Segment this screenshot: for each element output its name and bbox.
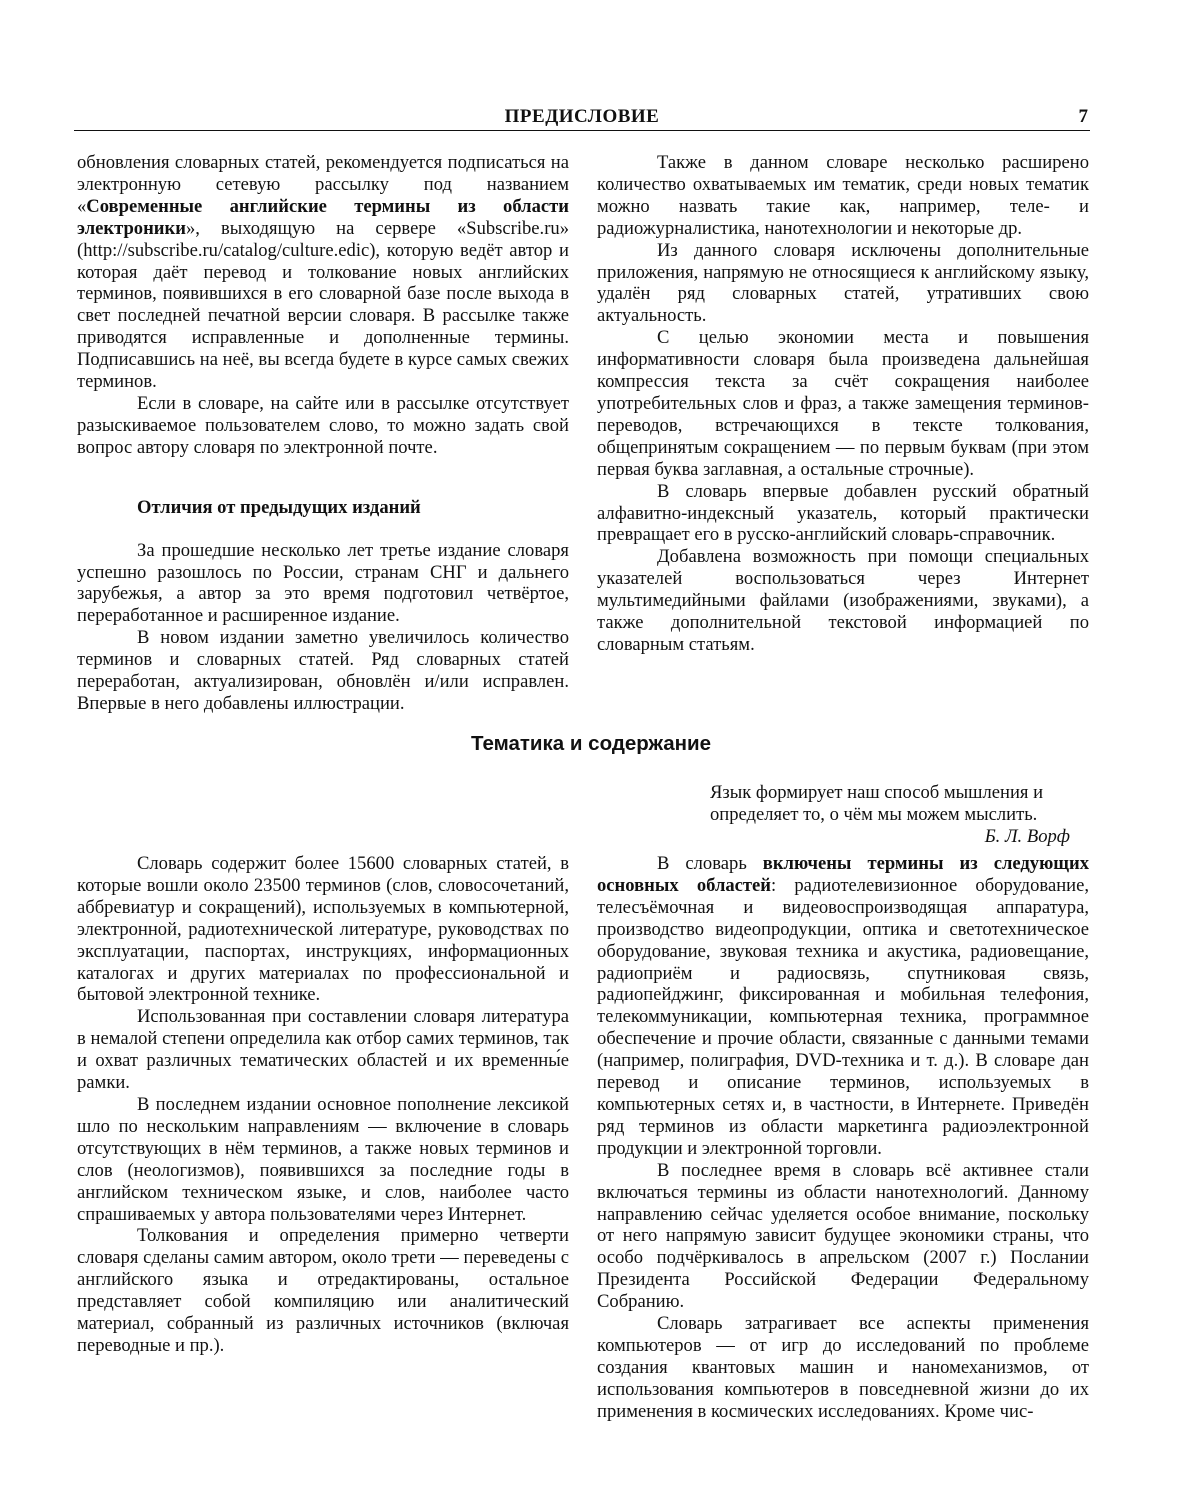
paragraph: В последнем издании основное пополнение лексикой шло по нескольким направлениям — включение в словарь отсутствующих в нём терминов, а также новых терминов и слов (неологизмов), появившихся за последние годы в английском техническом языке, и слов, наиболее часто спрашиваемых у автора пользователями через Интернет. (77, 1093, 569, 1225)
bottom-right-column (597, 853, 1089, 1423)
text-run: В словарь (657, 853, 763, 874)
text-run: », выходящую на сервере «Subscribe.ru» (http://subscribe.ru/catalog/culture.edic), которую ведёт автор и которая даёт перевод и толкование новых английских терминов, появившихся в его словарной базе после выхода в свет последней печатной версии словаря. В рассылке также приводятся исправленные и дополненные термины. Подписавшись на неё, вы всегда будете в курсе самых свежих терминов. (77, 217, 569, 393)
paragraph: За прошедшие несколько лет третье издание словаря успешно разошлось по России, странам СНГ и дальнего зарубежья, а автор за это время подготовил четвёртое, переработанное и расширенное издание. (77, 539, 569, 627)
page-number: 7 (1078, 106, 1088, 127)
paragraph: С целью экономии места и повышения информативности словаря была произведена дальнейшая компрессия текста за счёт сокращения наиболее употребительных слов и фраз, а также замещения терминов-переводов, встречающихся в тексте толкования, общепринятым сокращением — по первым буквам (при этом первая буква заглавная, а остальные строчные). (597, 327, 1089, 480)
epigraph-line: определяет то, о чём мы можем мыслить. (710, 803, 1038, 825)
top-right-column (597, 152, 1089, 656)
bold-term: включены термины из следующих основных областей (597, 853, 1089, 896)
top-left-column (77, 152, 569, 715)
bottom-left-column (77, 853, 569, 1357)
paragraph: Использованная при составлении словаря литература в немалой степени определила как отбор самих терминов, так и охват различных тематических областей и их временны́е рамки. (77, 1006, 569, 1094)
paragraph: Словарь затрагивает все аспекты применения компьютеров — от игр до исследований по проблеме создания квантовых машин и наномеханизмов, от использования компьютеров в повседневной жизни до их применения в космических исследованиях. Кроме чис- (597, 1313, 1089, 1422)
bold-term: Современные английские термины из области электроники (77, 195, 569, 239)
epigraph (710, 782, 1070, 848)
running-header (74, 104, 1090, 131)
text-run: : радиотелевизионное оборудование, телесъёмочная и видеовоспроизводящая аппаратура, производство видеопродукции, оптика и светотехническое оборудование, звуковая техника и акустика, радиовещание, радиоприём и радиосвязь, спутниковая связь, радиопейджинг, фиксированная и мобильная телефония, телекоммуникации, компьютерная техника, программное обеспечение и прочие области, связанные с данными темами (например, полиграфия, DVD-техника и т. д.). В словаре дан перевод и описание терминов, используемых в компьютерных сетях и, в частности, в Интернете. Приведён ряд терминов из области маркетинга радиоэлектронной продукции и электронной торговли. (597, 874, 1089, 1159)
epigraph-author: Б. Л. Ворф (984, 825, 1070, 847)
epigraph-line: Язык формирует наш способ мышления и (710, 782, 1044, 803)
paragraph (77, 152, 569, 393)
section-heading: Тематика и содержание (470, 732, 712, 755)
paragraph: Толкования и определения примерно четверти словаря сделаны самим автором, около трети — переведены с английского языка и отредактированы, остальное представляет собой компиляцию или аналитический материал, собранный из различных источников (включая переводные и пр.). (77, 1225, 569, 1356)
paragraph: Из данного словаря исключены дополнительные приложения, напрямую не относящиеся к английскому языку, удалён ряд словарных статей, утративших свою актуальность. (597, 239, 1089, 327)
subheading: Отличия от предыдущих изданий (137, 496, 421, 518)
text-run: обновления словарных статей, рекомендуется подписаться на электронную сетевую рассылку под названием « (77, 152, 569, 217)
paragraph: В последнее время в словарь всё активнее стали включаться термины из области нанотехнологий. Данному направлению сейчас уделяется особое внимание, поскольку от него напрямую зависит будущее экономики страны, что особо подчёркивалось в апрельском (2007 г.) Послании Президента Российской Федерации Федеральному Собранию. (597, 1159, 1089, 1313)
paragraph (597, 853, 1089, 1160)
paragraph: Если в словаре, на сайте или в рассылке отсутствует разыскиваемое пользователем слово, то можно задать свой вопрос автору словаря по электронной почте. (77, 392, 569, 458)
paragraph: Также в данном словаре несколько расширено количество охватываемых им тематик, среди новых тематик можно назвать такие как, например, теле- и радиожурналистика, нанотехнологии и некоторые др. (597, 152, 1089, 239)
paragraph: Словарь содержит более 15600 словарных статей, в которые вошли около 23500 терминов (слов, словосочетаний, аббревиатур и сокращений), используемых в компьютерной, электронной, радиотехнической литературе, руководствах по эксплуатации, паспортах, инструкциях, информационных каталогах и других материалах по профессиональной и бытовой электронной технике. (77, 853, 569, 1006)
paragraph: В словарь впервые добавлен русский обратный алфавитно-индексный указатель, который практически превращает его в русско-английский словарь-справочник. (597, 480, 1089, 546)
header-title: ПРЕДИСЛОВИЕ (504, 106, 660, 127)
paragraph: В новом издании заметно увеличилось количество терминов и словарных статей. Ряд словарных статей переработан, актуализирован, обновлён и/или исправлен. Впервые в него добавлены иллюстрации. (77, 627, 569, 714)
paragraph: Добавлена возможность при помощи специальных указателей воспользоваться через Интернет мультимедийными файлами (изображениями, звуками), а также дополнительной текстовой информацией по словарным статьям. (597, 546, 1089, 655)
